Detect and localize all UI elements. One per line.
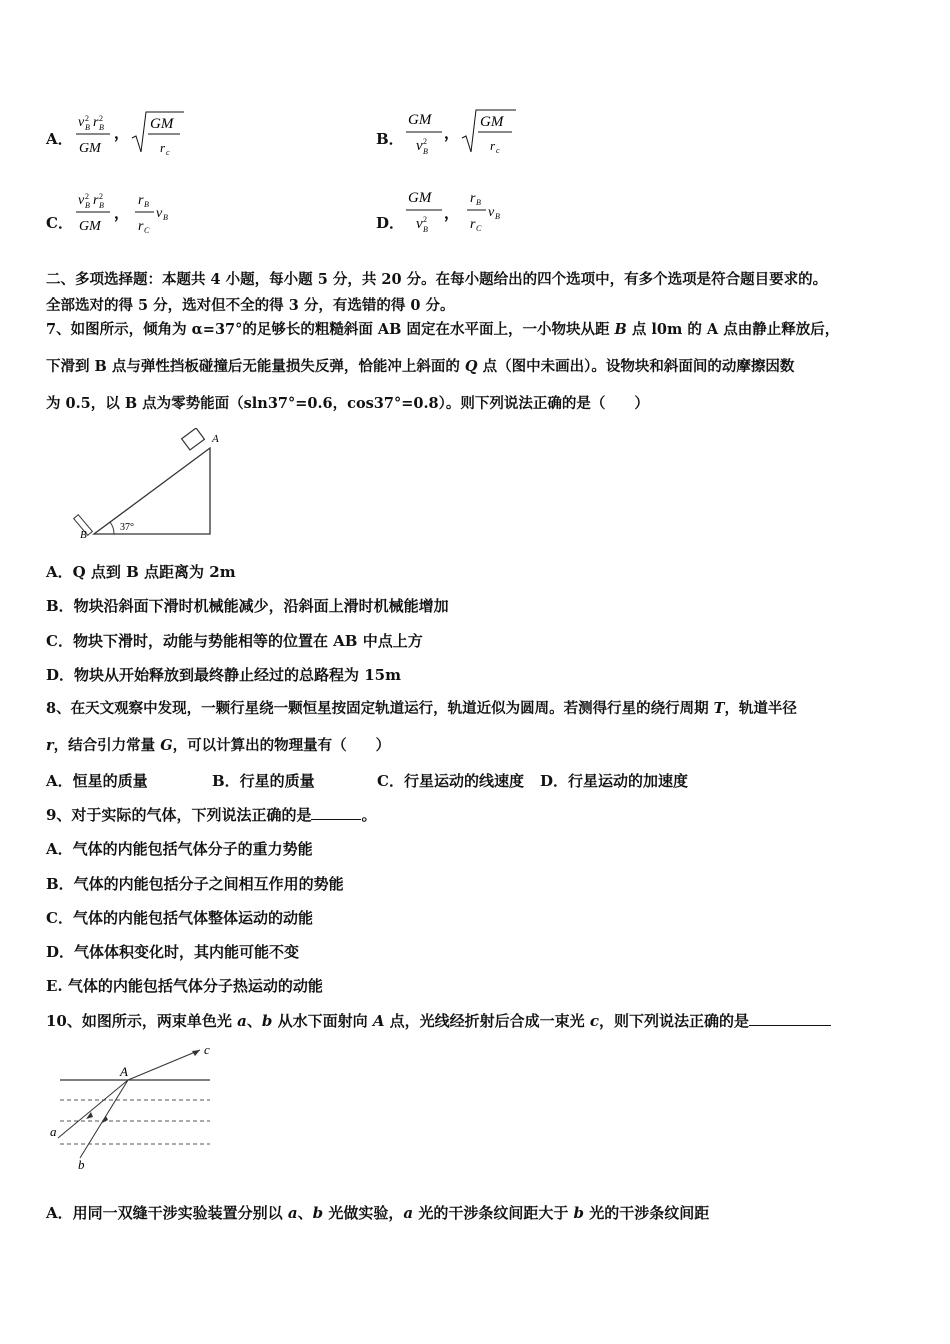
- svg-text:v: v: [156, 206, 163, 221]
- q7-stem-line1: [46, 320, 839, 340]
- q9-option-e: E. 气体的内能包括气体分子热运动的动能: [46, 977, 323, 995]
- svg-text:GM: GM: [408, 190, 432, 206]
- svg-text:B: B: [423, 147, 428, 156]
- svg-text:GM: GM: [150, 116, 174, 132]
- svg-text:，: ，: [114, 204, 130, 222]
- text: 光的干涉条纹间距大于: [413, 1204, 574, 1222]
- q7-option-c: C．物块下滑时，动能与势能相等的位置在 AB 中点上方: [46, 632, 423, 650]
- svg-text:v: v: [78, 115, 85, 130]
- refraction-figure: [46, 1040, 226, 1172]
- option-label: D．: [376, 214, 405, 232]
- q7-stem-line3: 为 0.5，以 B 点为零势能面（sln37°=0.6，cos37°=0.8）。则下列说法正确的是（ ）: [46, 395, 649, 412]
- text: 光的干涉条纹间距: [584, 1204, 710, 1222]
- q8-stem-line1: [46, 699, 797, 719]
- angle-label: 37°: [120, 522, 134, 533]
- text: 下滑到 B 点与弹性挡板碰撞后无能量损失反弹，恰能冲上斜面的: [46, 358, 465, 375]
- text: 8、在天文观察中发现，一颗行星绕一颗恒星按固定轨道运行，轨道近似为圆周。若测得行星的绕行周期: [46, 700, 714, 717]
- label-c: c: [204, 1042, 210, 1057]
- option-label: A．: [46, 130, 73, 148]
- svg-text:B: B: [476, 198, 481, 207]
- svg-text:2: 2: [85, 192, 89, 201]
- incline-figure: [70, 428, 230, 540]
- q9-option-d: D．气体体积变化时，其内能可能不变: [46, 943, 300, 961]
- formula-d: [404, 184, 524, 240]
- svg-text:r: r: [470, 191, 476, 206]
- svg-text:v: v: [78, 193, 85, 208]
- svg-text:r: r: [93, 115, 99, 130]
- svg-text:C: C: [476, 224, 482, 233]
- q9-stem: [46, 805, 376, 825]
- q10-option-a: [46, 1203, 709, 1223]
- formula-c: [74, 186, 194, 238]
- q9-option-a: A．气体的内能包括气体分子的重力势能: [46, 840, 313, 858]
- label-b: B: [80, 529, 87, 540]
- q10-stem: [46, 1011, 831, 1031]
- section-heading-cont: 全部选对的得 5 分，选对但不全的得 3 分，有选错的得 0 分。: [46, 297, 455, 314]
- svg-text:r: r: [93, 193, 99, 208]
- text: ，结合引力常量: [53, 737, 161, 754]
- svg-text:C: C: [144, 226, 150, 235]
- svg-text:2: 2: [423, 137, 427, 146]
- svg-text:B: B: [85, 201, 90, 210]
- svg-text:B: B: [423, 225, 428, 234]
- text: B: [614, 321, 627, 338]
- text: b: [573, 1204, 585, 1222]
- svg-text:r: r: [470, 217, 476, 232]
- svg-text:B: B: [495, 212, 500, 221]
- label-a: A: [212, 433, 219, 445]
- svg-text:B: B: [85, 123, 90, 132]
- svg-text:c: c: [166, 148, 170, 157]
- svg-text:c: c: [496, 146, 500, 155]
- q7-option-a: A．Q 点到 B 点距离为 2m: [46, 563, 236, 581]
- option-label: C．: [46, 214, 73, 232]
- svg-text:v: v: [416, 216, 423, 232]
- label-b-ray: b: [78, 1157, 85, 1172]
- svg-text:B: B: [144, 200, 149, 209]
- text: 7、如图所示，倾角为 α=37°的足够长的粗糙斜面 AB 固定在水平面上，一小物块从距: [46, 321, 615, 338]
- q7-stem-line2: [46, 357, 794, 377]
- svg-text:GM: GM: [480, 114, 504, 130]
- svg-text:v: v: [488, 205, 495, 220]
- text: G: [160, 737, 173, 754]
- text: T: [713, 700, 725, 717]
- q8-option-a: A．恒星的质量: [46, 772, 148, 790]
- svg-text:r: r: [138, 193, 144, 208]
- text: b: [312, 1204, 324, 1222]
- svg-text:B: B: [99, 123, 104, 132]
- svg-text:2: 2: [99, 192, 103, 201]
- svg-text:GM: GM: [408, 112, 432, 128]
- svg-text:2: 2: [85, 114, 89, 123]
- q9-option-c: C．气体的内能包括气体整体运动的动能: [46, 909, 313, 927]
- q8-option-c: C．行星运动的线速度: [377, 772, 524, 790]
- svg-text:v: v: [416, 138, 423, 154]
- svg-text:r: r: [160, 140, 166, 155]
- svg-text:，: ，: [444, 204, 460, 222]
- svg-text:r: r: [490, 138, 496, 153]
- text: 10、如图所示，两束单色光: [46, 1012, 238, 1030]
- q9-option-b: B．气体的内能包括分子之间相互作用的势能: [46, 875, 344, 893]
- option-label: B．: [376, 130, 404, 148]
- svg-text:，: ，: [444, 124, 460, 142]
- answer-blank: [311, 819, 361, 820]
- text: a: [237, 1012, 247, 1030]
- text: c: [589, 1012, 600, 1030]
- label-a-point: A: [120, 1064, 128, 1079]
- section-heading: 二、多项选择题：本题共 4 小题，每小题 5 分，共 20 分。在每小题给出的四个选项中，有多个选项是符合题目要求的。: [46, 271, 828, 288]
- text: 点（图中未画出）。设物块和斜面间的动摩擦因数: [477, 358, 795, 375]
- text: Q: [464, 358, 478, 375]
- text: 、: [297, 1204, 313, 1222]
- text: a: [287, 1204, 298, 1222]
- text: b: [261, 1012, 273, 1030]
- text: 从水下面射向: [272, 1012, 373, 1030]
- text: a: [403, 1204, 414, 1222]
- svg-text:GM: GM: [79, 219, 101, 234]
- q8-option-d: D．行星运动的加速度: [540, 772, 689, 790]
- svg-text:GM: GM: [79, 141, 101, 156]
- svg-text:B: B: [99, 201, 104, 210]
- text: A．用同一双缝干涉实验装置分别以: [46, 1204, 288, 1222]
- answer-blank: [749, 1025, 831, 1026]
- text: 点，光线经折射后合成一束光: [384, 1012, 590, 1030]
- formula-b: [404, 104, 524, 160]
- q7-option-d: D．物块从开始释放到最终静止经过的总路程为 15m: [46, 666, 401, 684]
- text: r: [46, 737, 54, 754]
- text: ，则下列说法正确的是: [599, 1012, 750, 1030]
- text: 点 l0m 的 A 点由静止释放后，: [626, 321, 840, 338]
- svg-text:r: r: [138, 219, 144, 234]
- text: 光做实验，: [323, 1204, 404, 1222]
- label-a-ray: a: [50, 1124, 57, 1139]
- text: A: [372, 1012, 385, 1030]
- text: 、: [246, 1012, 262, 1030]
- svg-text:2: 2: [99, 114, 103, 123]
- svg-text:B: B: [163, 213, 168, 222]
- q8-option-b: B．行星的质量: [212, 772, 315, 790]
- text: 9、对于实际的气体，下列说法正确的是: [46, 806, 312, 824]
- formula-a: [74, 108, 194, 160]
- text: ，轨道半径: [724, 700, 797, 717]
- text: ，可以计算出的物理量有（ ）: [172, 737, 391, 754]
- q8-stem-line2: [46, 736, 390, 756]
- text: 。: [361, 806, 377, 824]
- svg-text:2: 2: [423, 215, 427, 224]
- svg-text:，: ，: [114, 124, 130, 142]
- q7-option-b: B．物块沿斜面下滑时机械能减少，沿斜面上滑时机械能增加: [46, 597, 449, 615]
